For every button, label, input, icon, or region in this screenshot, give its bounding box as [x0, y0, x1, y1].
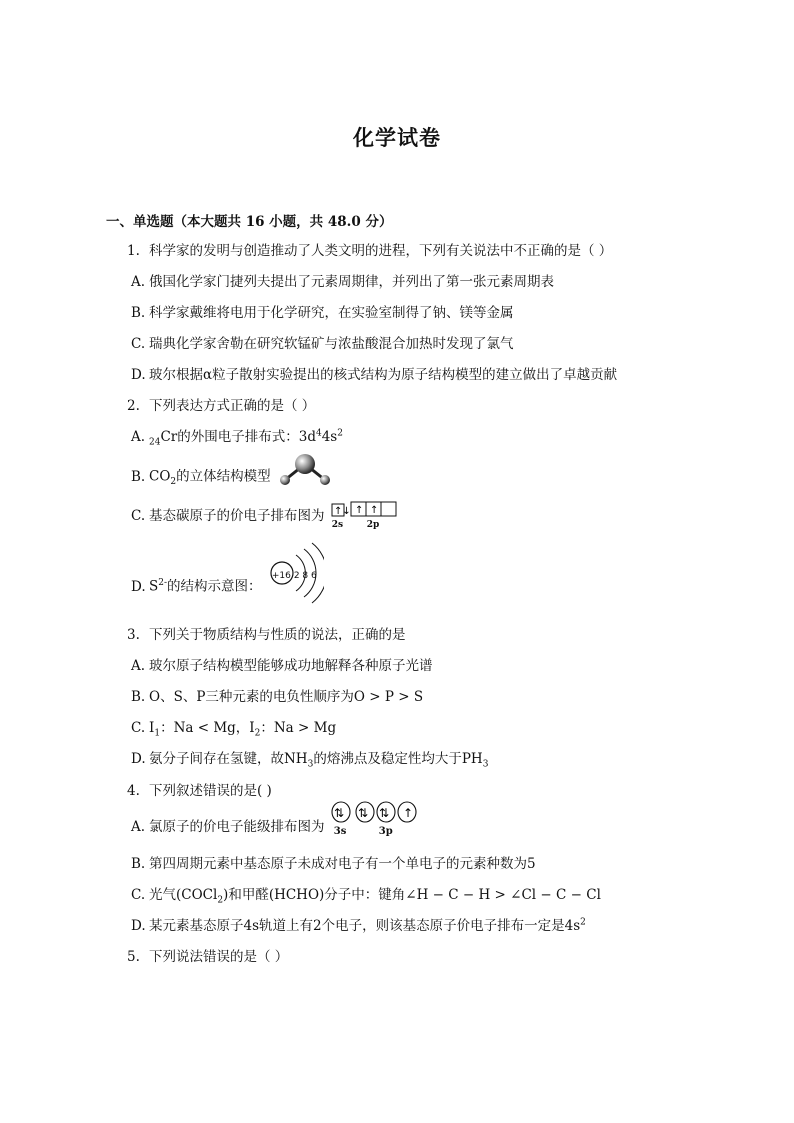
option-text: 的结构示意图：	[167, 578, 262, 595]
section-heading: 一、单选题（本大题共 16 小题，共 48.0 分）	[106, 214, 393, 230]
superscript: 4	[315, 428, 322, 439]
option-letter: C.	[131, 336, 146, 352]
question-number: 1.	[127, 243, 140, 259]
carbon-orbital-diagram	[331, 501, 431, 529]
formula-part: CO	[149, 468, 171, 485]
option-text: 氯原子的价电子能级排布图为	[149, 819, 325, 835]
option-letter: B.	[131, 468, 146, 485]
orbital-label-2s: 2s	[331, 520, 344, 530]
question-2-option-b	[131, 466, 333, 488]
question-1-option-d	[131, 366, 617, 384]
option-letter: B.	[131, 305, 146, 321]
element-symbol: Cr	[160, 429, 178, 445]
question-2-option-d	[131, 569, 324, 605]
option-text: 的立体结构模型	[176, 468, 271, 485]
question-5-stem	[127, 948, 288, 966]
option-letter: A.	[131, 658, 146, 674]
question-number: 2.	[127, 398, 140, 414]
question-1-option-c	[131, 335, 514, 353]
svg-text:⇅: ⇅	[357, 805, 368, 820]
svg-text:↑: ↑	[402, 805, 413, 820]
option-text: 基态碳原子的价电子排布图为	[149, 508, 325, 524]
orbital-boxes-figure	[331, 501, 431, 519]
option-letter: D.	[131, 578, 146, 595]
question-3-option-a	[131, 657, 433, 675]
svg-text:⇅: ⇅	[378, 805, 389, 820]
chlorine-orbital-diagram	[331, 801, 423, 837]
superscript: 2	[580, 917, 586, 928]
formula-part: ：Na < Mg，I	[160, 720, 255, 736]
subscript: 2	[170, 477, 177, 488]
s2-ion-structure-diagram	[268, 541, 324, 605]
subscript: 3	[307, 759, 314, 770]
question-3-option-d	[131, 750, 488, 768]
co2-bent-model-figure	[277, 452, 333, 488]
question-4-option-b	[131, 855, 536, 873]
question-4-option-a	[131, 805, 423, 837]
atomic-number: 24	[149, 437, 161, 448]
orbital-circles-figure	[331, 801, 423, 825]
option-text: 的熔沸点及稳定性均大于PH	[313, 751, 483, 767]
option-text: )和甲醛(HCHO)分子中：键角∠H − C − H > ∠Cl − C − Cl	[223, 887, 601, 903]
question-number: 4.	[127, 783, 140, 799]
formula-part: I	[149, 720, 155, 736]
option-text: 的外围电子排布式：	[177, 429, 299, 445]
option-letter: A.	[131, 819, 146, 835]
option-text: 玻尔根据α粒子散射实验提出的核式结构为原子结构模型的建立做出了卓越贡献	[149, 367, 618, 383]
nucleus-charge: +16	[271, 571, 291, 581]
option-text: 科学家戴维将电用于化学研究，在实验室制得了钠、镁等金属	[149, 305, 514, 321]
option-text: 俄国化学家门捷列夫提出了元素周期律，并列出了第一张元素周期表	[149, 274, 554, 290]
option-letter: A.	[131, 274, 146, 290]
question-number: 3.	[127, 627, 140, 643]
question-3-stem	[127, 626, 406, 644]
page-title: 化学试卷	[353, 125, 441, 150]
option-letter: C.	[131, 508, 146, 524]
svg-text:↑: ↑	[354, 505, 364, 516]
svg-text:↑: ↑	[369, 505, 379, 516]
element-symbol: S	[149, 578, 159, 595]
option-letter: B.	[131, 689, 146, 705]
superscript: 2-	[158, 578, 168, 588]
question-4-stem	[127, 782, 272, 800]
superscript: 2	[337, 428, 343, 439]
subscript: 2	[254, 728, 261, 739]
option-text: 氨分子间存在氢键，故NH	[149, 751, 308, 767]
option-letter: B.	[131, 856, 146, 872]
question-3-option-b	[131, 688, 423, 706]
option-text: 第四周期元素中基态原子未成对电子有一个单电子的元素种数为5	[149, 856, 536, 872]
question-3-option-c	[131, 719, 336, 737]
question-text: 下列表达方式正确的是（ ）	[149, 398, 316, 414]
orbital-label-2p: 2p	[366, 520, 380, 530]
subscript: 1	[154, 728, 161, 739]
option-letter: D.	[131, 367, 146, 383]
question-text: 下列关于物质结构与性质的说法，正确的是	[149, 627, 406, 643]
subscript: 3	[482, 759, 489, 770]
electron-shells: 2 8 6	[293, 571, 317, 581]
option-text: 某元素基态原子4s轨道上有2个电子，则该基态原子价电子排布一定是4s	[149, 918, 581, 934]
formula-part: 4s	[321, 429, 338, 445]
option-text: O、S、P三种元素的电负性顺序为O > P > S	[149, 689, 424, 705]
option-text: 瑞典化学家舍勒在研究软锰矿与浓盐酸混合加热时发现了氯气	[149, 336, 514, 352]
option-letter: A.	[131, 429, 146, 445]
question-1-option-b	[131, 304, 514, 322]
option-letter: C.	[131, 720, 146, 736]
question-2-stem	[127, 397, 315, 415]
svg-text:⇅: ⇅	[333, 805, 344, 820]
option-letter: D.	[131, 918, 146, 934]
orbital-label-3p: 3p	[378, 825, 393, 837]
question-number: 5.	[127, 949, 140, 965]
question-4-option-c	[131, 886, 601, 904]
orbital-label-3s: 3s	[333, 825, 347, 837]
formula-part: 3d	[298, 429, 316, 445]
option-letter: C.	[131, 887, 146, 903]
question-text: 科学家的发明与创造推动了人类文明的进程，下列有关说法中不正确的是（ ）	[149, 243, 613, 259]
question-2-option-a	[131, 428, 343, 446]
option-text: 光气(COCl	[149, 887, 218, 903]
formula-part: ：Na > Mg	[260, 720, 337, 736]
question-text: 下列说法错误的是（ ）	[149, 949, 289, 965]
svg-text:↑↓: ↑↓	[333, 506, 351, 517]
question-text: 下列叙述错误的是( )	[149, 783, 272, 799]
subscript: 2	[217, 895, 224, 906]
question-2-option-c	[131, 507, 431, 529]
question-4-option-d	[131, 917, 586, 935]
option-letter: D.	[131, 751, 146, 767]
question-1-stem	[127, 242, 612, 260]
question-1-option-a	[131, 273, 554, 291]
option-text: 玻尔原子结构模型能够成功地解释各种原子光谱	[149, 658, 433, 674]
